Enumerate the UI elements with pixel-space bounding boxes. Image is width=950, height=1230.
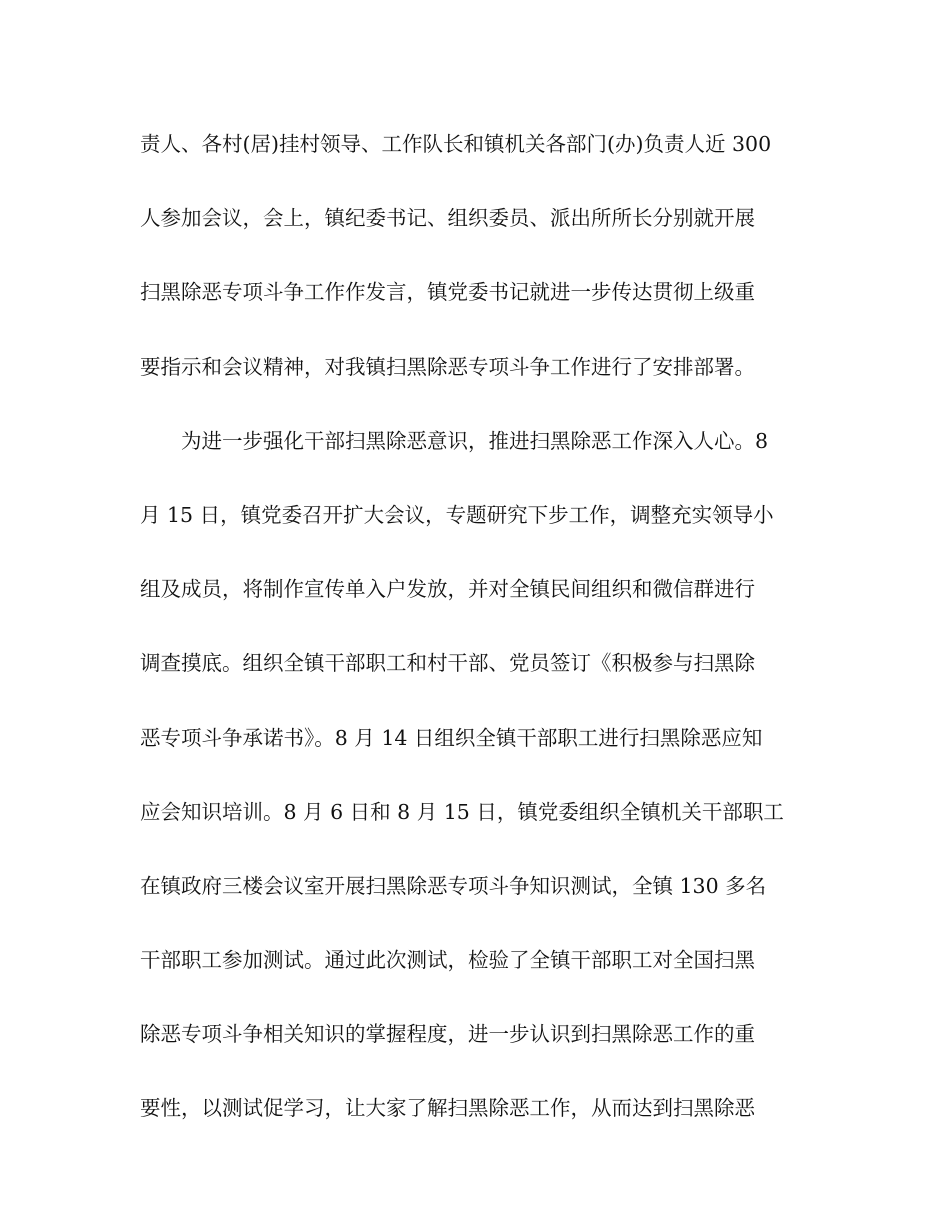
text-line: 干部职工参加测试。通过此次测试，检验了全镇干部职工对全国扫黑	[140, 948, 755, 973]
paragraph-first-line: 为进一步强化干部扫黑除恶意识，推进扫黑除恶工作深入人心。8	[181, 428, 769, 453]
text-line: 除恶专项斗争相关知识的掌握程度，进一步认识到扫黑除恶工作的重	[140, 1022, 755, 1047]
text-line: 扫黑除恶专项斗争工作作发言，镇党委书记就进一步传达贯彻上级重	[140, 280, 755, 305]
body-text	[140, 118, 820, 1157]
text-line: 组及成员，将制作宣传单入户发放，并对全镇民间组织和微信群进行	[140, 577, 755, 602]
text-line: 在镇政府三楼会议室开展扫黑除恶专项斗争知识测试，全镇 130 多名	[140, 873, 767, 898]
text-line: 要性，以测试促学习，让大家了解扫黑除恶工作，从而达到扫黑除恶	[140, 1096, 755, 1121]
text-line: 月 15 日，镇党委召开扩大会议，专题研究下步工作，调整充实领导小	[140, 502, 774, 527]
text-line: 要指示和会议精神，对我镇扫黑除恶专项斗争工作进行了安排部署。	[140, 354, 755, 379]
text-line: 责人、各村(居)挂村领导、工作队长和镇机关各部门(办)负责人近 300	[140, 132, 772, 156]
text-line: 恶专项斗争承诺书》。8 月 14 日组织全镇干部职工进行扫黑除恶应知	[140, 725, 763, 750]
text-line: 调查摸底。组织全镇干部职工和村干部、党员签订《积极参与扫黑除	[140, 651, 755, 676]
text-line: 人参加会议，会上，镇纪委书记、组织委员、派出所所长分别就开展	[140, 206, 755, 231]
text-line: 应会知识培训。8 月 6 日和 8 月 15 日，镇党委组织全镇机关干部职工	[140, 799, 784, 824]
